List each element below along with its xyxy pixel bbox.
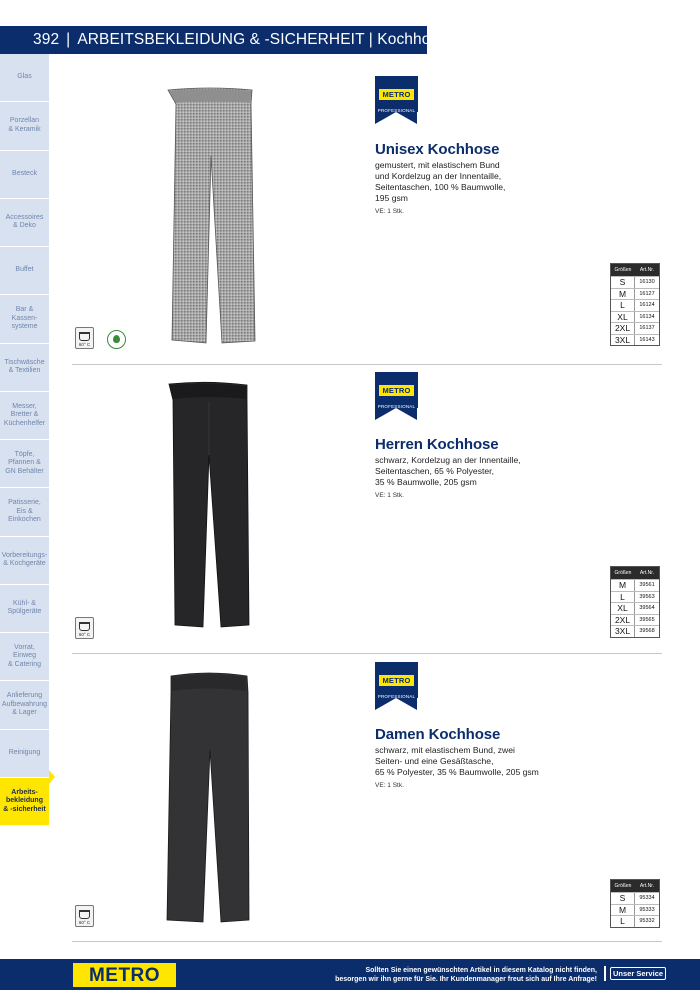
size-cell: S [611, 893, 635, 904]
article-number-cell: 16143 [639, 336, 655, 343]
sidebar-item[interactable]: Arbeits- bekleidung & -sicherheit [0, 778, 49, 825]
badge-subtitle: PROFESSIONAL [377, 694, 416, 699]
footer-line-2: besorgen wir ihn gerne für Sie. Ihr Kundenmanager freut sich auf Ihre Anfrage! [335, 976, 597, 983]
section-divider [72, 653, 662, 654]
sidebar-item[interactable]: Patisserie, Eis & Einkochen [0, 488, 49, 536]
metro-badge-logo: METRO [379, 385, 413, 396]
size-table [610, 879, 660, 928]
metro-professional-badge [375, 76, 418, 136]
sidebar-item[interactable]: Bar & Kassen- systeme [0, 295, 49, 343]
page-header [0, 26, 456, 54]
product-title: Unisex Kochhose [375, 141, 500, 158]
sidebar-item[interactable]: Töpfe, Pfannen & GN Behälter [0, 440, 49, 488]
section-title: ARBEITSBEKLEIDUNG & -SICHERHEIT | Kochhosen [77, 31, 456, 48]
product-description: gemustert, mit elastischem Bund und Kordelzug an der Innentaille, Seitentaschen, 100 % Baumwolle, 195 gsm [375, 160, 506, 203]
size-column-header: Größen [614, 883, 632, 889]
wash-60-icon [75, 327, 94, 349]
size-cell: L [611, 592, 635, 603]
size-cell: M [611, 289, 635, 300]
care-label: 60° C [78, 920, 91, 925]
badge-subtitle: PROFESSIONAL [377, 108, 416, 113]
section-divider [72, 364, 662, 365]
size-row [611, 579, 659, 591]
article-number-cell: 16127 [639, 290, 655, 297]
size-cell: M [611, 580, 635, 591]
service-label [604, 966, 666, 981]
size-cell: XL [611, 603, 635, 614]
size-table-header [611, 567, 659, 579]
sidebar-item[interactable]: Porzellan & Keramik [0, 102, 49, 150]
sidebar-item[interactable]: Vorbereitungs- & Kochgeräte [0, 537, 49, 585]
footer-note [335, 966, 597, 984]
article-column-header: Art.Nr. [639, 883, 655, 889]
article-number-cell: 95332 [639, 918, 655, 925]
article-number-cell: 39565 [639, 616, 655, 623]
article-number-cell: 39561 [639, 582, 655, 589]
sidebar-item[interactable]: Anlieferung Aufbewahrung & Lager [0, 681, 49, 729]
damen-pants-image [163, 670, 255, 925]
exclamation-icon [604, 966, 608, 981]
footer-line-1: Sollten Sie einen gewünschten Artikel in diesem Katalog nicht finden, [365, 967, 597, 974]
metro-professional-badge [375, 662, 418, 722]
size-cell: L [611, 300, 635, 311]
care-label: 60° C [78, 342, 91, 347]
size-row [611, 299, 659, 311]
metro-logo: METRO [73, 963, 176, 987]
size-cell: XL [611, 312, 635, 323]
size-row [611, 288, 659, 300]
article-number-cell: 16134 [639, 313, 655, 320]
active-category-marker [49, 770, 55, 784]
product-title: Herren Kochhose [375, 436, 499, 453]
article-number-cell: 95333 [639, 906, 655, 913]
badge-subtitle: PROFESSIONAL [377, 404, 416, 409]
sidebar-item[interactable]: Vorrat, Einweg & Catering [0, 633, 49, 681]
sidebar-item[interactable]: Tischwäsche & Textilien [0, 344, 49, 392]
product-description: schwarz, mit elastischem Bund, zwei Seiten- und eine Gesäßtasche, 65 % Polyester, 35 % Baumwolle, 205 gsm [375, 745, 539, 777]
article-number-cell: 16130 [639, 279, 655, 286]
packaging-unit: VE: 1 Stk. [375, 782, 404, 789]
size-cell: 2XL [611, 323, 635, 334]
size-row [611, 892, 659, 904]
size-cell: 3XL [611, 335, 635, 346]
product-description: schwarz, Kordelzug an der Innentaille, Seitentaschen, 65 % Polyester, 35 % Baumwolle, 205 gsm [375, 455, 521, 487]
size-table-header [611, 880, 659, 892]
section-divider [72, 941, 662, 942]
eco-certification-icon [107, 330, 126, 349]
packaging-unit: VE: 1 Stk. [375, 208, 404, 215]
wash-60-icon [75, 905, 94, 927]
care-label: 60° C [78, 632, 91, 637]
product-title: Damen Kochhose [375, 726, 501, 743]
header-separator: | [66, 31, 71, 48]
size-column-header: Größen [614, 267, 632, 273]
article-number-cell: 39568 [639, 628, 655, 635]
size-row [611, 602, 659, 614]
article-number-cell: 16124 [639, 302, 655, 309]
metro-professional-badge [375, 372, 418, 432]
sidebar-item[interactable]: Reinigung [0, 730, 49, 778]
size-cell: 3XL [611, 626, 635, 637]
article-number-cell: 16137 [639, 325, 655, 332]
article-number-cell: 39563 [639, 593, 655, 600]
service-text: Unser Service [610, 967, 666, 980]
size-row [611, 591, 659, 603]
article-column-header: Art.Nr. [639, 267, 655, 273]
category-sidebar [0, 54, 49, 825]
page-number: 392 [33, 31, 60, 48]
article-number-cell: 95334 [639, 895, 655, 902]
packaging-unit: VE: 1 Stk. [375, 492, 404, 499]
sidebar-item[interactable]: Messer, Bretter & Küchenhelfer [0, 392, 49, 440]
unisex-pants-image [160, 86, 260, 346]
size-row [611, 904, 659, 916]
size-row [611, 276, 659, 288]
metro-badge-logo: METRO [379, 89, 413, 100]
size-table [610, 566, 660, 638]
size-cell: L [611, 916, 635, 927]
size-row [611, 322, 659, 334]
wash-60-icon [75, 617, 94, 639]
size-row [611, 915, 659, 927]
size-column-header: Größen [614, 570, 632, 576]
size-row [611, 311, 659, 323]
metro-badge-logo: METRO [379, 675, 413, 686]
herren-pants-image [163, 380, 253, 630]
size-row [611, 625, 659, 637]
size-table-header [611, 264, 659, 276]
sidebar-item[interactable]: Glas [0, 54, 49, 102]
size-row [611, 614, 659, 626]
size-cell: 2XL [611, 615, 635, 626]
size-table [610, 263, 660, 346]
sidebar-item[interactable]: Besteck [0, 151, 49, 199]
size-cell: M [611, 905, 635, 916]
sidebar-item[interactable]: Kühl- & Spülgeräte [0, 585, 49, 633]
size-cell: S [611, 277, 635, 288]
size-row [611, 334, 659, 346]
sidebar-item[interactable]: Buffet [0, 247, 49, 295]
article-number-cell: 39564 [639, 605, 655, 612]
sidebar-item[interactable]: Accessoires & Deko [0, 199, 49, 247]
article-column-header: Art.Nr. [639, 570, 655, 576]
